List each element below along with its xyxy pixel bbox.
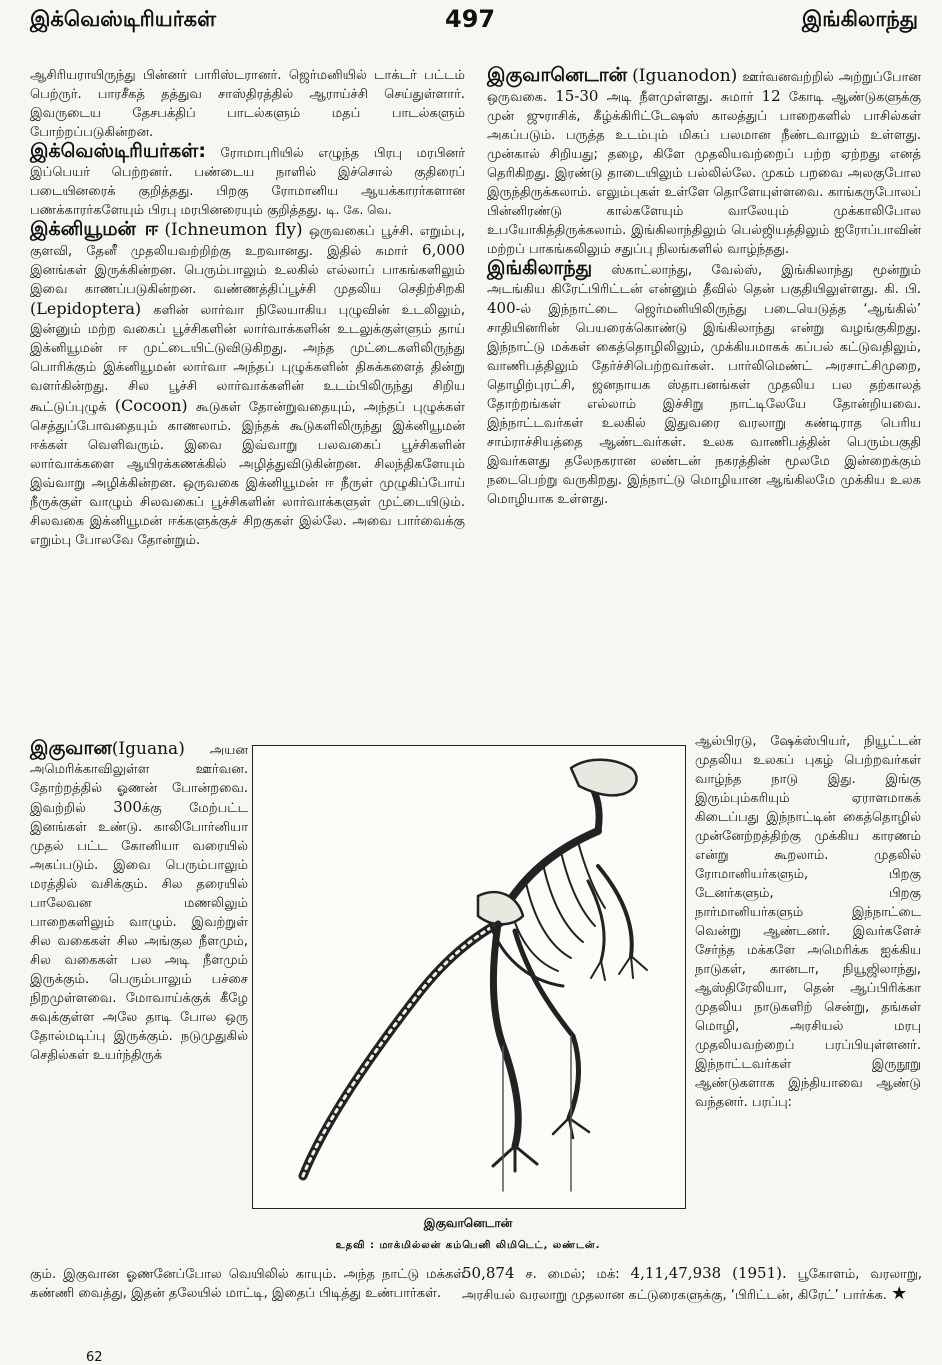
england-area: 50,874	[462, 1264, 515, 1282]
iguanodon-latin: (Iguanodon)	[632, 66, 738, 86]
england-text-3: ஆல்பிரடு, ஷேக்ஸ்பியர், நியூட்டன் முதலிய உலகப் புகழ் பெற்றவர்கள் வாழ்ந்த நாடு இது. இங்கு இரும்பும்கரியும் ஏராளமாகக் கிடைப்பது இந்நாட்டின் கைத்தொழில் முன்னேற்றத்திற்கு முக்கிய காரணம் என்று கூறலாம். முதலில் ரோமானியர்களும், பிறகு டேனர்களும், பிறகு நார்மானியர்களும் இந்நாட்டை வென்று ஆண்டனர். இவர்களேச் சேர்ந்த மக்களே அமெரிக்க ஐக்கிய நாடுகள், கானடா, நியூஜிலாந்து, ஆஸ்திரேலியா, தென் ஆப்பிரிக்கா முதலிய நாடுகளிற் சென்று, தங்கள் மொழி, அரசியல் மரபு முதலியவற்றைப் பரப்பியுள்ளனர். இந்நாட்டவர்கள் இருநூறு ஆண்டுகளாக இந்தியாவை ஆண்டு வந்தனர். பரப்பு:	[695, 734, 921, 1110]
iguanodon-figure	[252, 745, 686, 1209]
england-text-1: ஸ்காட்லாந்து, வேல்ஸ், இங்கிலாந்து மூன்றும் அடங்கிய கிரேட்பிரிட்டன் என்னும் தீவில் தென் பகுதியிலுள்ளது. கி. பி.	[487, 263, 921, 297]
ichneumon-latin-2: (Lepidoptera)	[30, 299, 142, 318]
iguana-species-count: 300	[113, 798, 142, 816]
iguanodon-length: 15-30	[555, 87, 599, 105]
equites-entry	[30, 142, 465, 220]
iguanodon-age: 12	[761, 87, 781, 105]
right-column	[487, 66, 921, 509]
england-population: 4,11,47,938	[630, 1264, 722, 1282]
iguanodon-skeleton-illustration	[253, 746, 685, 1208]
iguana-text-2: க்கு மேற்பட்ட இனங்கள் உண்டு. காலிபோர்னியா முதல் பட்ட கோனியா வரையில் அகப்படும். இவை பெரும்பாலும் மரத்தில் வசிக்கும். சில தரையில் பாலேவன மணலிலும் பாறைகளிலும் வாழும். இவற்றுள் சில வகைகள் சில அங்குல நீளமும், சில வகைகள் பல அடி நீளமும் இருக்கும். பெரும்பாலும் பச்சை நிறமுள்ளவை. மோவாய்க்குக் கீழே சுவுக்குள்ள அலே தாடி போல ஒரு தோல்மடிப்பு இருக்கும். நடுமுதுகில் செதில்கள் உயர்ந்திருக்	[30, 801, 248, 1063]
iguana-text-cont: கும். இகுவான ஓணனேப்போல வெயிலில் காயும். அந்த நாட்டு மக்கள் கண்ணி வைத்து, இதன் தலேயில் மாட்டி, இதைப் பிடித்து உண்பார்கள்.	[30, 1267, 465, 1301]
equites-signature: டி. கே. வெ.	[326, 203, 392, 217]
iguanodon-text-1: ஊர்வனவற்றில் அற்றுப்போன ஒருவகை.	[487, 70, 922, 105]
equites-headword: இக்வெஸ்டிரியர்கள்:	[30, 140, 206, 162]
ichneumon-text-3: களின் லார்வா நிலேயாகிய புழுவின் உடலிலும், இன்னும் மற்ற வகைப் பூச்சிகளின் லார்வாக்களின் உடலுக்குள்ளும் தாய் இக்னியூமன் ஈ முட்டையிட்டுவிடுகிறது. அந்த முட்டைகளிலிருந்து பொரிக்கும் இக்னியூமன் லார்வா அந்தப் புழுக்களின் திசுக்களைத் தின்று வளர்கின்றது. சில பூச்சி லார்வாக்களின் உடம்பிலிருந்து சிறிய கூட்டுப்புழுக்	[30, 303, 466, 415]
iguana-entry	[30, 739, 248, 1065]
ichneumon-entry	[30, 220, 465, 550]
england-entry	[487, 259, 921, 509]
england-continuation	[462, 1264, 922, 1305]
england-stats	[462, 1264, 922, 1305]
figure-caption: இகுவானெடான்	[423, 1216, 513, 1230]
ichneumon-headword: இக்னியூமன் ஈ	[30, 218, 159, 240]
england-year: 400	[487, 299, 516, 317]
iguana-headword: இகுவான	[30, 737, 112, 759]
iguana-column	[30, 739, 248, 1065]
england-text-4: பூகோளம், வரலாறு, அரசியல் வரலாறு முதலான கட்டுரைகளுக்கு, ‘பிரிட்டன், கிரேட்’ பார்க்க.	[462, 1267, 922, 1303]
ichneumon-text-1: ஒருவகைப் பூச்சி. எறும்பு, குளவி, தேனீ முதலியவற்றிற்கு உறவானது. இதில் சுமார்	[30, 224, 466, 259]
iguanodon-entry	[487, 66, 921, 259]
england-column-narrow	[695, 732, 921, 1112]
england-text-2: -ல் இந்நாட்டை ஜெர்மனியிலிருந்து படையெடுத்த ‘ஆங்கில்’ சாதியினரின் பெயரைக்கொண்டு இங்கிலாந்து என்று வழங்குகிறது. இந்நாட்டு மக்கள் கைத்தொழிலிலும், முக்கியமாகக் கப்பல் கட்டுவதிலும், வாணிபத்திலும் தேர்ச்சிபெற்றவர்கள். பார்லிமெண்ட் அரசாட்சிமுறை, தொழிற்புரட்சி, ஜனநாயக ஸ்தாபனங்கள் முதலிய பல தற்காலத் தோற்றங்கள் எல்லாம் இச்சிறு நாட்டிலேயே தோன்றியவை. இந்நாட்டவர்கள் உலகில் இதுவரை வரலாறு கண்டிராத பெரிய சாம்ராச்சியத்தை ஆண்டவர்கள். உலக வாணிபத்தின் பெரும்பகுதி இவர்களது தலேநகரான லண்டன் நகரத்தின் மூலமே இன்றைக்கும் நடைபெற்று வருகிறது. இந்நாட்டு மொழியான ஆங்கிலமே முக்கிய உலக மொழியாக உள்ளது.	[487, 302, 921, 507]
footer-signature: 62	[86, 1350, 103, 1365]
running-head-right: இங்கிலாந்து	[801, 7, 918, 31]
iguana-latin: (Iguana)	[111, 739, 185, 759]
england-headword: இங்கிலாந்து	[487, 257, 593, 279]
intro-paragraph: ஆசிரியராயிருந்து பின்னர் பாரிஸ்டரானர். ஜெர்மனியில் டாக்டர் பட்டம் பெற்ருர். பாரசீகத் தத்துவ சாஸ்திரத்தில் ஆராய்ச்சி செய்துள்ளார். இவருடைய தேசபக்திப் பாடல்களும் மதப் பாடல்களும் போற்றப்படுகின்றன.	[30, 68, 465, 140]
figure-credit: உதவி : மாக்மில்லன் கம்பெனி லிமிடெட், லண்டன்.	[335, 1240, 601, 1251]
equites-text: ரோமாபுரியில் எழுந்த பிரபு மரபினர் இப்பெயர் பெற்றனர். பண்டைய நாளில் இச்சொல் குதிரைப் படையினரைக் குறித்தது. பிறகு ரோமானிய ஆயக்காரர்களான பணக்காரர்களேயும் பிரபு மரபினரையும் குறித்தது.	[30, 146, 465, 218]
iguanodon-text-3: கோடி ஆண்டுகளுக்கு முன் ஜுராசிக், கீழ்க்கிரிட்டேஷஸ் காலத்துப் பாறைகளில் பாசில்கள் அகப்படும். பருத்த உடம்பும் மிகப் பலமான நீண்டவாலும் உள்ளது. முன்கால் சிறியது; தழை, கிளே முதலியவற்றைப் பற்ற ஏற்றது எனத் தெரிகிறது. இரண்டு தாடையிலும் பல்லில்லே. முகம் பறவை அலகுபோல இருந்திருக்கலாம். எலும்புகள் உள்ளே தொளேயுள்ளவை. காங்கருபோலப் பின்னிரண்டு கால்களேயும் வாலேயும் முக்காலிபோல உபயோகித்திருக்கலாம். இங்கிலாந்திலும் பெல்ஜியத்திலும் ஐரோப்பாவின் மற்றப் பாகங்கலிலும் சதுப்பு நிலங்களில் வாழ்ந்தது.	[487, 90, 921, 257]
ichneumon-latin: (Ichneumon fly)	[164, 220, 303, 240]
iguanodon-headword: இகுவானெடான்	[487, 64, 628, 86]
england-census-year: (1951).	[732, 1264, 787, 1282]
end-star-icon: ★	[891, 1283, 908, 1304]
ichneumon-text-4: கூடுகள் தோன்றுவதையும், அந்தப் புழுக்கள் செத்துப்போவதையும் காணலாம். இந்தக் கூடுகளிலிருந்து இக்னியூமன் ஈக்கள் வெளிவரும். இவை இவ்வாறு பலவகைப் பூச்சிகளின் லார்வாக்களை ஆயிரக்கணக்கில் அழித்துவிடுகின்றன. சிலந்திகளேயும் இவ்வாறு அழிக்கின்றன. ஒருவகை இக்னியூமன் ஈ நீருள் முழுகிப்போய் நீருக்குள் வாழும் சிலவகைப் பூச்சிகளின் லார்வாக்களுள் முட்டையிடும். சிலவகை இக்னியூமன் ஈக்களுக்குச் சிறகுகள் இல்லே. அவை பார்வைக்கு எறும்பு போலவே தோன்றும்.	[30, 400, 465, 548]
iguana-continuation	[30, 1265, 465, 1303]
left-column	[30, 66, 465, 550]
iguana-text-1: அயன அமெரிக்காவிலுள்ள ஊர்வன. தோற்றத்தில் ஓணன் போன்றவை. இவற்றில்	[30, 743, 248, 816]
running-head-left: இக்வெஸ்டிரியர்கள்	[30, 7, 217, 31]
ichneumon-species-count: 6,000	[422, 241, 465, 259]
iguanodon-text-2: அடி நீளமுள்ளது. சுமார்	[606, 90, 754, 105]
ichneumon-text-2: இனங்கள் இருக்கின்றன. பெரும்பாலும் உலகில் எல்லாப் பாகங்களிலும் இவை காணப்படுகின்றன. வண்ணத்திப்பூச்சி முதலிய செதிற்சிறகி	[30, 263, 465, 297]
page-number: 497	[445, 5, 496, 33]
ichneumon-latin-3: (Cocoon)	[114, 396, 188, 415]
england-area-unit: ச. மைல்; மக்:	[525, 1267, 620, 1282]
